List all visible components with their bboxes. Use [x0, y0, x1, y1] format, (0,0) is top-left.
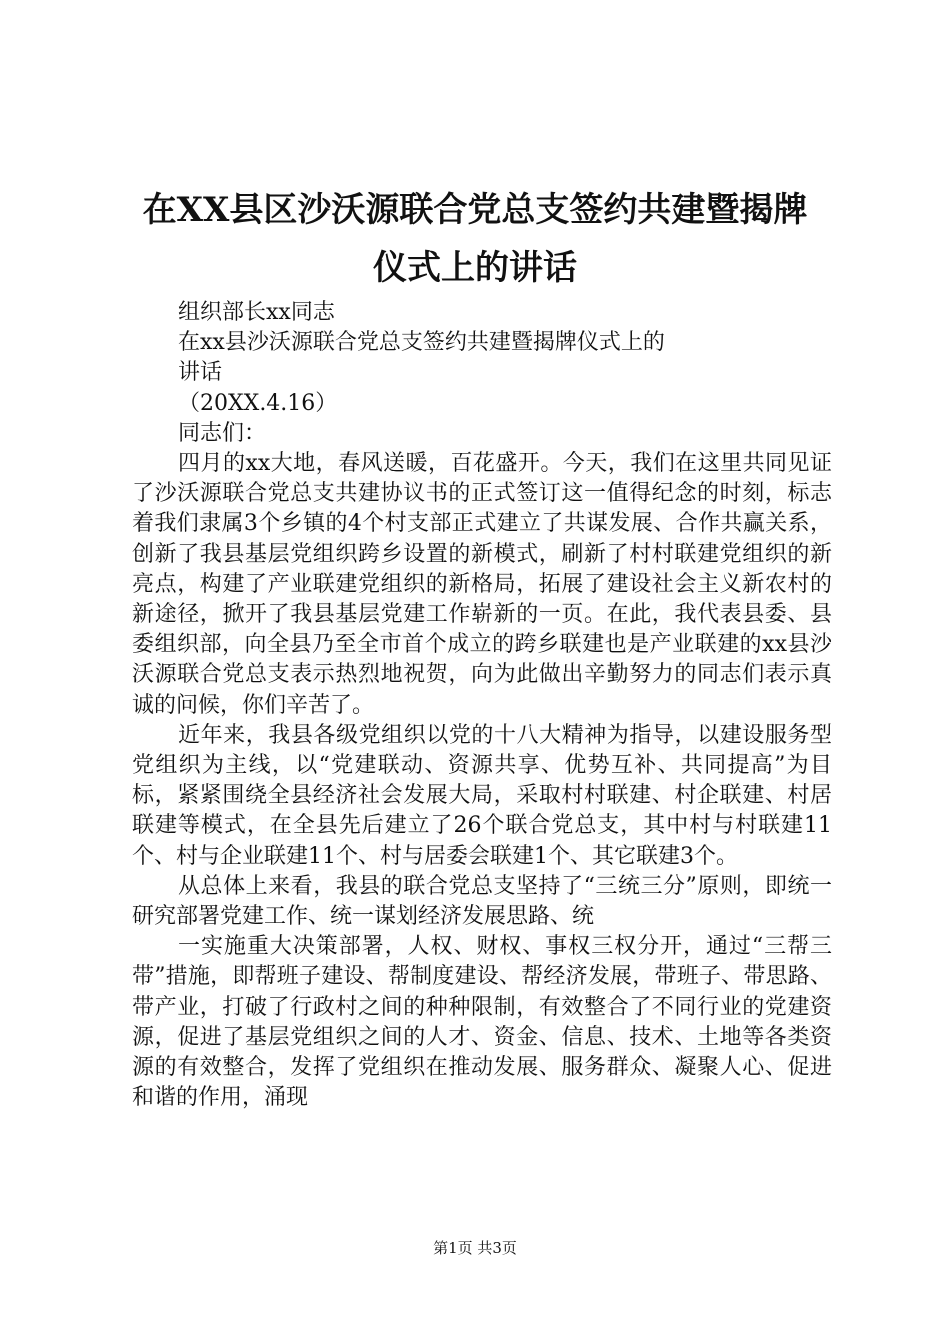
speaker-line: 组织部长xx同志: [178, 300, 335, 325]
page-number-footer: 第1页 共3页: [433, 1239, 517, 1257]
document-body: [132, 298, 832, 1113]
body-paragraph: 一实施重大决策部署，人权、财权、事权三权分开，通过“三帮三带”措施，即帮班子建设、帮制度建设、帮经济发展，带班子、带思路、带产业，打破了行政村之间的种种限制，有效整合了不同行业的党建资源，促进了基层党组织之间的人才、资金、信息、技术、土地等各类资源的有效整合，发挥了党组织在推动发展、服务群众、凝聚人心、促进和谐的作用，涌现: [132, 934, 832, 1111]
document-title-line-2: 仪式上的讲话: [373, 248, 577, 288]
date-line: （20XX.4.16）: [178, 390, 338, 416]
subtitle-line-continued: 讲话: [178, 360, 223, 386]
body-paragraph: 近年来，我县各级党组织以党的十八大精神为指导，以建设服务型党组织为主线，以“党建联动、资源共享、优势互补、共同提高”为目标，紧紧围绕全县经济社会发展大局，采取村村联建、村企联建、村居联建等模式，在全县先后建立了26个联合党总支，其中村与村联建11个、村与企业联建11个、村与居委会联建1个、其它联建3个。: [132, 722, 832, 869]
body-paragraph: 从总体上来看，我县的联合党总支坚持了“三统三分”原则，即统一研究部署党建工作、统一谋划经济发展思路、统: [132, 873, 832, 930]
body-paragraph: 四月的xx大地，春风送暖，百花盛开。今天，我们在这里共同见证了沙沃源联合党总支共建协议书的正式签订这一值得纪念的时刻，标志着我们隶属3个乡镇的4个村支部正式建立了共谋发展、合作共赢关系，创新了我县基层党组织跨乡设置的新模式，刷新了村村联建党组织的新亮点，构建了产业联建党组织的新格局，拓展了建设社会主义新农村的新途径，掀开了我县基层党建工作崭新的一页。在此，我代表县委、县委组织部，向全县乃至全市首个成立的跨乡联建也是产业联建的xx县沙沃源联合党总支表示热烈地祝贺，向为此做出辛勤努力的同志们表示真诚的问候，你们辛苦了。: [132, 451, 832, 718]
subtitle-line: 在xx县沙沃源联合党总支签约共建暨揭牌仪式上的: [178, 330, 665, 356]
document-title-line-1: 在XX县区沙沃源联合党总支签约共建暨揭牌: [142, 190, 808, 230]
salutation-line: 同志们：: [178, 420, 267, 446]
